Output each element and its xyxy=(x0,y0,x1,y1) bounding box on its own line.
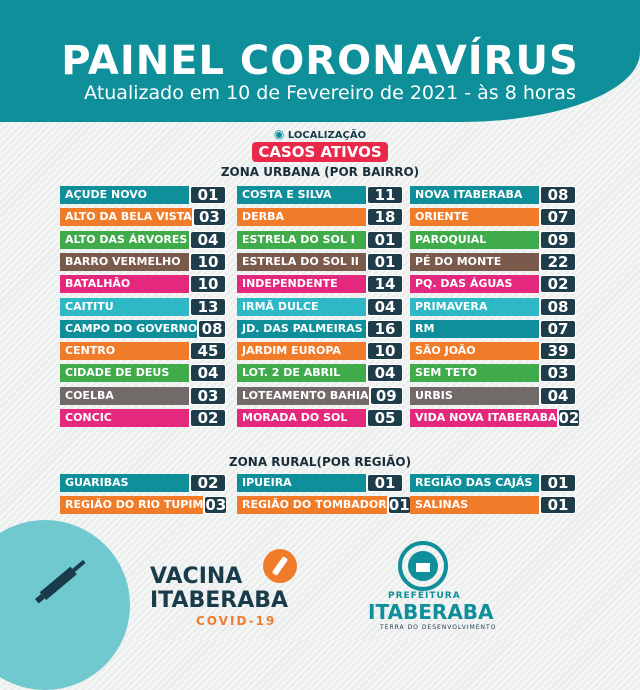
neighborhood-row xyxy=(237,474,403,492)
case-count: 16 xyxy=(368,321,402,337)
neighborhood-row xyxy=(410,253,576,271)
neighborhood-name: COELBA xyxy=(60,387,189,405)
neighborhood-row xyxy=(410,320,576,338)
case-count: 10 xyxy=(368,343,402,359)
case-count: 01 xyxy=(541,497,575,513)
case-count: 03 xyxy=(191,388,225,404)
neighborhood-row xyxy=(60,320,226,338)
vaccine-vial-icon xyxy=(262,548,298,584)
case-count: 04 xyxy=(191,232,225,248)
neighborhood-name: LOTEAMENTO BAHIA xyxy=(237,387,369,405)
neighborhood-name: CENTRO xyxy=(60,342,189,360)
neighborhood-row xyxy=(60,208,226,226)
neighborhood-name: AÇUDE NOVO xyxy=(60,186,189,204)
neighborhood-name: SÃO JOÃO xyxy=(410,342,539,360)
neighborhood-row xyxy=(60,387,226,405)
case-count: 01 xyxy=(541,475,575,491)
neighborhood-name: ORIENTE xyxy=(410,208,539,226)
neighborhood-name: LOT. 2 DE ABRIL xyxy=(237,364,366,382)
neighborhood-name: ESTRELA DO SOL I xyxy=(237,231,366,249)
neighborhood-name: CAITITU xyxy=(60,298,189,316)
neighborhood-row xyxy=(410,387,576,405)
case-count: 09 xyxy=(371,388,402,404)
case-count: 04 xyxy=(541,388,575,404)
neighborhood-row xyxy=(237,342,403,360)
neighborhood-name: SEM TETO xyxy=(410,364,539,382)
neighborhood-row xyxy=(60,474,226,492)
case-count: 02 xyxy=(541,276,575,292)
neighborhood-name: PRIMAVERA xyxy=(410,298,539,316)
case-count: 03 xyxy=(541,365,575,381)
page-title: PAINEL CORONAVÍRUS xyxy=(61,38,579,84)
neighborhood-name: INDEPENDENTE xyxy=(237,275,366,293)
neighborhood-name: ESTRELA DO SOL II xyxy=(237,253,366,271)
neighborhood-name: CAMPO DO GOVERNO xyxy=(60,320,197,338)
case-count: 01 xyxy=(191,187,225,203)
neighborhood-row xyxy=(237,409,403,427)
neighborhood-row xyxy=(237,387,403,405)
neighborhood-name: BATALHÃO xyxy=(60,275,189,293)
neighborhood-row xyxy=(60,231,226,249)
case-count: 13 xyxy=(191,299,225,315)
neighborhood-row xyxy=(237,186,403,204)
case-count: 03 xyxy=(194,209,225,225)
neighborhood-name: RM xyxy=(410,320,539,338)
neighborhood-row xyxy=(410,186,576,204)
city-seal-icon xyxy=(398,541,448,591)
prefeitura-label: PREFEITURA xyxy=(388,591,461,601)
prefeitura-tagline: TERRA DO DESENVOLVIMENTO xyxy=(380,624,497,631)
neighborhood-row xyxy=(410,208,576,226)
case-count: 07 xyxy=(541,321,575,337)
neighborhood-row xyxy=(237,275,403,293)
neighborhood-name: ALTO DAS ÁRVORES xyxy=(60,231,189,249)
case-count: 22 xyxy=(541,254,575,270)
case-count: 04 xyxy=(191,365,225,381)
prefeitura-name: ITABERABA xyxy=(368,600,494,624)
neighborhood-name: JD. DAS PALMEIRAS xyxy=(237,320,366,338)
neighborhood-row xyxy=(237,496,410,515)
neighborhood-row xyxy=(60,275,226,293)
location-pin-icon: ◉ xyxy=(273,127,285,141)
case-count: 03 xyxy=(205,496,227,515)
case-count: 02 xyxy=(558,409,580,427)
header-banner xyxy=(0,0,640,122)
neighborhood-row xyxy=(237,208,403,226)
neighborhood-name: PQ. DAS ÁGUAS xyxy=(410,275,539,293)
neighborhood-row xyxy=(60,409,226,427)
neighborhood-row xyxy=(237,298,403,316)
case-count: 01 xyxy=(368,254,402,270)
neighborhood-row xyxy=(410,298,576,316)
location-row xyxy=(0,127,640,141)
neighborhood-row xyxy=(60,364,226,382)
vacina-line1: VACINA xyxy=(150,564,243,589)
update-subtitle: Atualizado em 10 de Fevereiro de 2021 - às 8 horas xyxy=(84,82,576,104)
neighborhood-row xyxy=(237,231,403,249)
neighborhood-row xyxy=(60,186,226,204)
case-count: 02 xyxy=(191,475,225,491)
case-count: 11 xyxy=(368,187,402,203)
case-count: 05 xyxy=(368,410,402,426)
covid-label: COVID-19 xyxy=(196,614,277,628)
neighborhood-row xyxy=(410,496,576,514)
case-count: 14 xyxy=(368,276,402,292)
case-count: 01 xyxy=(388,496,410,515)
neighborhood-row xyxy=(60,496,226,514)
neighborhood-row xyxy=(410,231,576,249)
neighborhood-name: JARDIM EUROPA xyxy=(237,342,366,360)
neighborhood-name: NOVA ITABERABA xyxy=(410,186,539,204)
neighborhood-row xyxy=(237,253,403,271)
neighborhood-row xyxy=(410,342,576,360)
neighborhood-row xyxy=(410,474,576,492)
neighborhood-row xyxy=(410,364,576,382)
case-count: 02 xyxy=(191,410,225,426)
neighborhood-name: GUARIBAS xyxy=(60,474,189,492)
case-count: 45 xyxy=(191,343,225,359)
case-count: 10 xyxy=(191,254,225,270)
neighborhood-row xyxy=(410,409,580,427)
rural-zone-title: ZONA RURAL(POR REGIÃO) xyxy=(228,455,412,469)
location-label: LOCALIZAÇÃO xyxy=(287,130,367,141)
neighborhood-name: REGIÃO DAS CAJÁS xyxy=(410,474,539,492)
case-count: 01 xyxy=(368,232,402,248)
neighborhood-name: REGIÃO DO TOMBADOR xyxy=(237,496,387,514)
case-count: 04 xyxy=(368,299,402,315)
case-count: 08 xyxy=(541,299,575,315)
case-count: 18 xyxy=(368,209,402,225)
active-cases-badge: CASOS ATIVOS xyxy=(252,142,388,162)
neighborhood-name: CONCIC xyxy=(60,409,189,427)
case-count: 08 xyxy=(199,321,225,337)
urban-zone-title: ZONA URBANA (POR BAIRRO) xyxy=(220,165,420,179)
neighborhood-row xyxy=(237,320,403,338)
neighborhood-name: REGIÃO DO RIO TUPIM xyxy=(60,496,203,514)
case-count: 09 xyxy=(541,232,575,248)
neighborhood-name: SALINAS xyxy=(410,496,539,514)
neighborhood-name: PÉ DO MONTE xyxy=(410,253,539,271)
case-count: 07 xyxy=(541,209,575,225)
neighborhood-name: DERBA xyxy=(237,208,366,226)
neighborhood-name: URBIS xyxy=(410,387,539,405)
neighborhood-name: MORADA DO SOL xyxy=(237,409,366,427)
neighborhood-name: VIDA NOVA ITABERABA xyxy=(410,409,557,427)
neighborhood-row xyxy=(60,298,226,316)
case-count: 39 xyxy=(541,343,575,359)
neighborhood-name: COSTA E SILVA xyxy=(237,186,366,204)
neighborhood-row xyxy=(410,275,576,293)
neighborhood-row xyxy=(60,253,226,271)
neighborhood-name: IRMÃ DULCE xyxy=(237,298,366,316)
neighborhood-name: ALTO DA BELA VISTA xyxy=(60,208,192,226)
case-count: 10 xyxy=(191,276,225,292)
vacina-line2: ITABERABA xyxy=(150,588,289,613)
neighborhood-name: PAROQUIAL xyxy=(410,231,539,249)
neighborhood-name: IPUEIRA xyxy=(237,474,366,492)
neighborhood-row xyxy=(237,364,403,382)
case-count: 04 xyxy=(368,365,402,381)
syringe-icon xyxy=(28,548,98,608)
neighborhood-name: CIDADE DE DEUS xyxy=(60,364,189,382)
neighborhood-row xyxy=(60,342,226,360)
neighborhood-name: BARRO VERMELHO xyxy=(60,253,189,271)
case-count: 08 xyxy=(541,187,575,203)
case-count: 01 xyxy=(368,475,402,491)
